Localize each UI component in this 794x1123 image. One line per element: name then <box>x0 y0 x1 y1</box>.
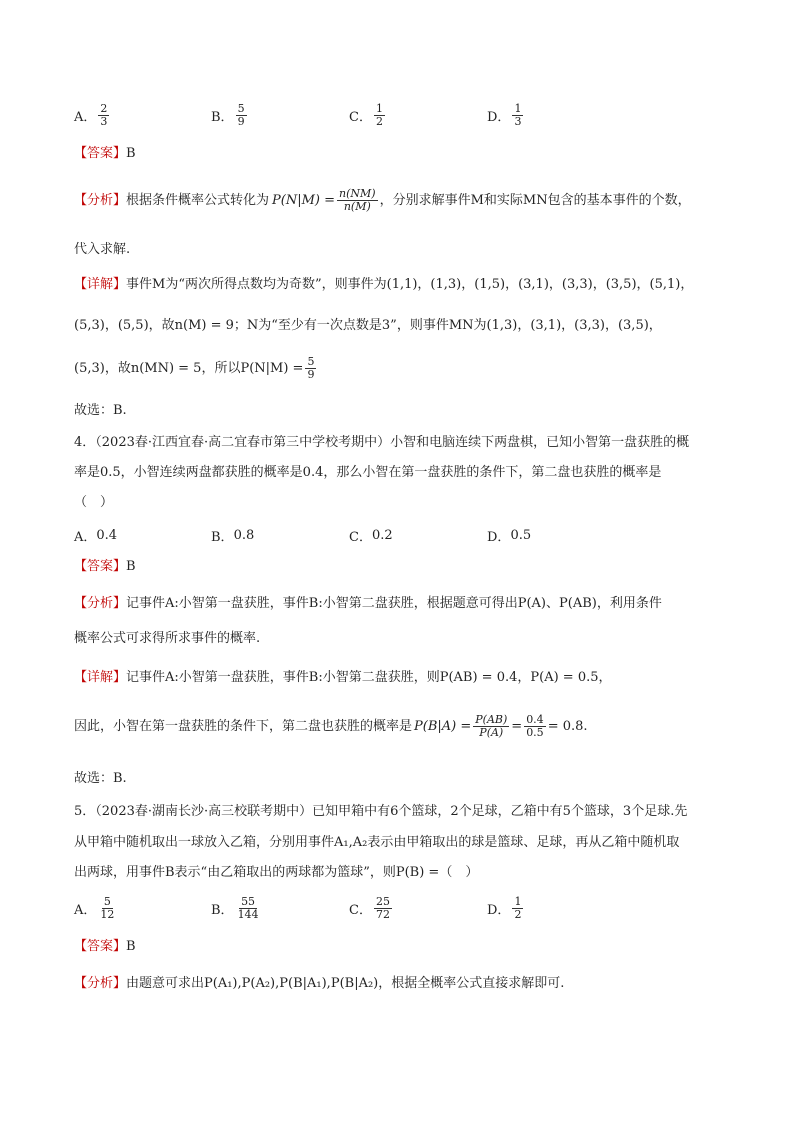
numerator: P(AB) <box>475 713 508 726</box>
answer-tag: 【答案】 <box>74 146 127 161</box>
option-label: D． <box>487 110 511 125</box>
analysis-tag: 【分析】 <box>74 596 127 611</box>
choose-line <box>74 770 127 788</box>
option-label: A． <box>74 903 97 918</box>
option-b <box>211 896 263 921</box>
analysis-text: 根据条件概率公式转化为 <box>126 192 270 208</box>
numerator: 1 <box>514 895 522 908</box>
question-text: （ ） <box>74 495 114 510</box>
question-5-stem <box>74 864 478 882</box>
numerator: 5 <box>103 895 111 908</box>
option-label: C． <box>349 530 372 545</box>
equals-sign: = <box>511 718 523 734</box>
denominator: 144 <box>237 908 259 921</box>
denominator: 3 <box>514 115 522 128</box>
fraction <box>236 103 247 128</box>
numerator: 0.4 <box>526 713 544 726</box>
fraction <box>512 103 523 128</box>
numerator: 55 <box>241 895 256 908</box>
option-d <box>487 526 531 545</box>
numerator: 1 <box>375 102 383 115</box>
denominator: 3 <box>100 115 108 128</box>
analysis-line <box>74 630 260 648</box>
analysis-line <box>74 595 662 613</box>
option-label: A． <box>74 530 97 545</box>
option-label: B． <box>211 530 234 545</box>
detail-line <box>74 714 588 739</box>
option-label: C． <box>349 903 372 918</box>
denominator: n(M) <box>343 200 371 213</box>
option-label: B． <box>211 110 234 125</box>
formula-lhs: P(B|A) = <box>414 718 472 734</box>
numerator: 25 <box>375 895 390 908</box>
formula-lhs: P(N|M) = <box>272 192 336 208</box>
option-label: D． <box>487 903 511 918</box>
fraction <box>337 188 378 213</box>
option-value: 0.4 <box>96 528 118 543</box>
option-b <box>211 526 254 545</box>
analysis-line <box>74 975 564 993</box>
option-value: 0.2 <box>371 528 393 543</box>
numerator: 5 <box>307 355 315 368</box>
denominator: 2 <box>514 908 522 921</box>
option-label: C． <box>349 110 372 125</box>
question-4-stem <box>74 434 689 452</box>
question-5-stem <box>74 834 679 852</box>
fraction <box>98 103 109 128</box>
answer-line <box>74 938 136 956</box>
denominator: 72 <box>375 908 390 921</box>
question-text: 从甲箱中随机取出一球放入乙箱，分别用事件A₁,A₂表示由甲箱取出的球是篮球、足球，再从乙箱中随机取 <box>74 835 680 850</box>
option-c <box>349 103 387 128</box>
denominator: 9 <box>307 368 315 381</box>
detail-line <box>74 317 662 335</box>
analysis-text: 由题意可求出P(A₁),P(A₂),P(B|A₁),P(B|A₂)，根据全概率公式直接求解即可. <box>126 976 565 991</box>
denominator: P(A) <box>479 726 504 739</box>
detail-line <box>74 669 612 687</box>
analysis-text: 记事件A:小智第一盘获胜，事件B:小智第二盘获胜，根据题意可得出P(A)、P(AB)，利用条件 <box>126 596 662 611</box>
choose-text: 故选：B. <box>74 403 127 418</box>
answer-line <box>74 558 136 576</box>
option-d <box>487 896 525 921</box>
answer-value: B <box>126 146 136 161</box>
analysis-line <box>74 241 130 259</box>
detail-tag: 【详解】 <box>74 670 127 685</box>
detail-text: 因此，小智在第一盘获胜的条件下，第二盘也获胜的概率是 <box>74 718 413 734</box>
option-b <box>211 103 249 128</box>
option-d <box>487 103 525 128</box>
answer-value: B <box>126 559 136 574</box>
fraction <box>305 356 316 381</box>
fraction <box>236 896 261 921</box>
detail-text: = 0.8. <box>547 718 588 734</box>
question-4-stem <box>74 494 113 512</box>
fraction <box>512 896 523 921</box>
option-a <box>74 526 117 545</box>
choose-text: 故选：B. <box>74 771 127 786</box>
numerator: 1 <box>514 102 522 115</box>
detail-text: (5,3)，(5,5)，故n(M) = 9；N为“至少有一次点数是3”，则事件MN为(1,3)，(3,1)，(3,3)，(3,5)， <box>74 318 662 333</box>
denominator: 0.5 <box>526 726 544 739</box>
question-text: 5．（2023春·湖南长沙·高三校联考期中）已知甲箱中有6个篮球，2个足球，乙箱中有5个篮球，3个足球.先 <box>74 804 688 819</box>
option-label: A． <box>74 110 97 125</box>
question-4-stem <box>74 464 661 482</box>
analysis-text: 代入求解. <box>74 242 131 257</box>
question-5-stem <box>74 803 687 821</box>
fraction <box>524 714 546 739</box>
detail-line <box>74 356 318 381</box>
option-a <box>74 103 111 128</box>
detail-text: (5,3)，故n(MN) = 5，所以P(N|M) = <box>74 360 304 376</box>
numerator: 5 <box>237 102 245 115</box>
denominator: 2 <box>375 115 383 128</box>
fraction <box>374 896 392 921</box>
answer-line <box>74 145 136 163</box>
question-text: 4．（2023春·江西宜春·高二宜春市第三中学校考期中）小智和电脑连续下两盘棋，已知小智第一盘获胜的概 <box>74 435 690 450</box>
analysis-text: ，分别求解事件M和实际MN包含的基本事件的个数， <box>379 192 691 208</box>
detail-line <box>74 276 693 294</box>
option-label: D． <box>487 530 511 545</box>
analysis-tag: 【分析】 <box>74 976 127 991</box>
choose-line <box>74 402 127 420</box>
fraction <box>374 103 385 128</box>
fraction <box>473 714 509 739</box>
answer-value: B <box>126 939 136 954</box>
analysis-tag: 【分析】 <box>74 192 127 208</box>
fraction <box>98 896 116 921</box>
answer-tag: 【答案】 <box>74 559 127 574</box>
question-text: 出两球，用事件B表示“由乙箱取出的两球都为篮球”，则P(B) =（ ） <box>74 865 479 880</box>
analysis-line <box>74 188 691 213</box>
option-label: B． <box>211 903 234 918</box>
denominator: 12 <box>100 908 115 921</box>
numerator: 2 <box>100 102 108 115</box>
question-text: 率是0.5，小智连续两盘都获胜的概率是0.4，那么小智在第一盘获胜的条件下，第二盘也获胜的概率是 <box>74 465 662 480</box>
option-a <box>74 896 118 921</box>
detail-text: 记事件A:小智第一盘获胜，事件B:小智第二盘获胜，则P(AB) = 0.4，P(A) = 0.5， <box>126 670 612 685</box>
detail-text: 事件M为“两次所得点数均为奇数”，则事件为(1,1)，(1,3)，(1,5)，(3,1)，(3,3)，(3,5)，(5,1)， <box>126 277 694 292</box>
answer-tag: 【答案】 <box>74 939 127 954</box>
option-value: 0.5 <box>510 528 532 543</box>
option-value: 0.8 <box>233 528 255 543</box>
option-c <box>349 526 393 545</box>
numerator: n(NM) <box>339 187 376 200</box>
denominator: 9 <box>237 115 245 128</box>
option-c <box>349 896 394 921</box>
analysis-text: 概率公式可求得所求事件的概率. <box>74 631 261 646</box>
detail-tag: 【详解】 <box>74 277 127 292</box>
